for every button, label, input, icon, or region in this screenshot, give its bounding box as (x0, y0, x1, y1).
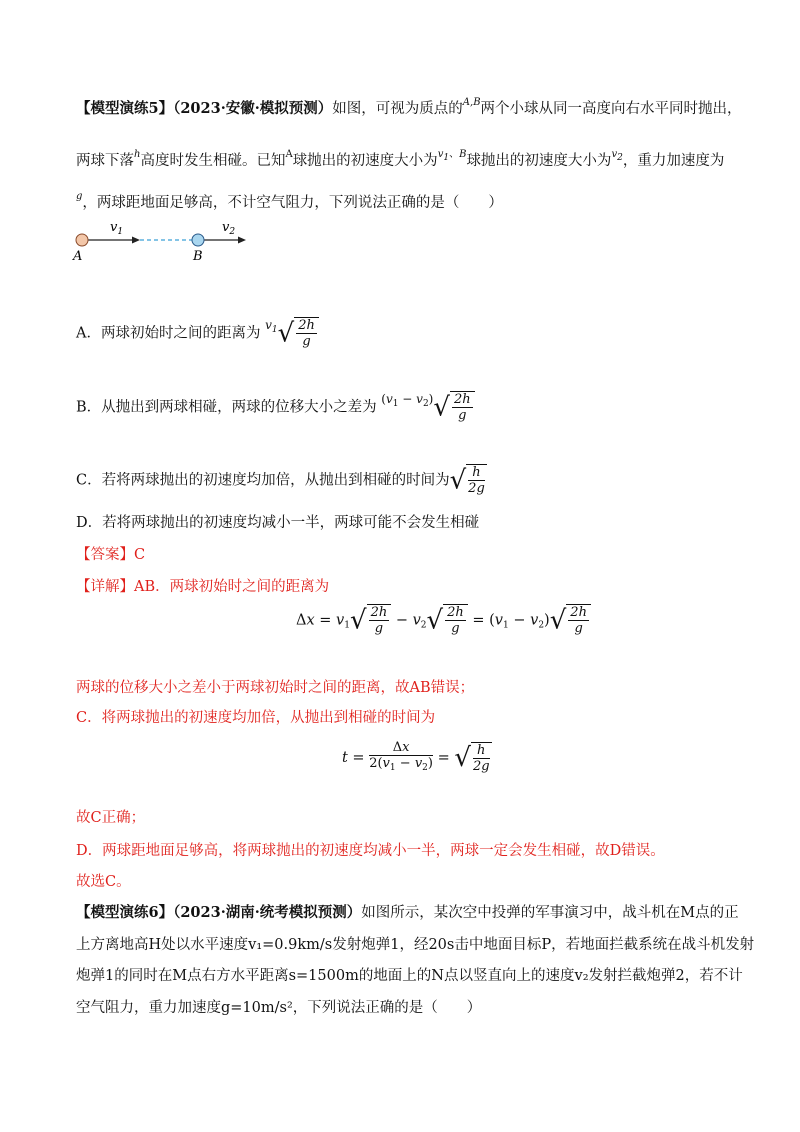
answer: 【答案】C (76, 547, 146, 563)
radical-sign: √ (449, 465, 467, 496)
q6-tag: 【模型演练6】 (76, 904, 174, 921)
q6-text: 如图所示，某次空中投弹的军事演习中，战斗机在M点的正 (361, 905, 739, 921)
q5-stem-text: 两球下落 (76, 153, 134, 169)
q6-line-3: 炮弹1的同时在M点右方水平距离s=1500m的地面上的N点以竖直向上的速度v₂发射拦截炮弹2，若不计 (76, 968, 743, 984)
radical-sign: √ (433, 392, 450, 423)
option-a[interactable] (76, 317, 319, 349)
q5-source: （2023·安徽·模拟预测） (173, 100, 333, 117)
q6-line-4: 空气阻力，重力加速度g=10m/s²，下列说法正确的是（ ） (76, 1000, 482, 1016)
detail-line-5: D．两球距地面足够高，将两球抛出的初速度均减小一半，两球一定会发生相碰，故D错误。 (76, 843, 665, 859)
q5-stem-text: ，两球距地面足够高，不计空气阻力，下列说法正确的是（ ） (82, 195, 503, 211)
label-b: B (193, 249, 203, 264)
q5-figure (70, 216, 260, 266)
q5-stem-text: 高度时发生相碰。已知 (140, 153, 286, 169)
arrow-v2-head (238, 237, 246, 244)
v-letter: v (437, 149, 444, 160)
q5-stem-text: ，重力加速度为 (622, 153, 725, 169)
v-sub: 1 (443, 153, 450, 163)
var-v2 (611, 149, 623, 163)
detail-line-4: 故C正确； (76, 810, 146, 826)
formula-delta-x: $\Delta x = v_1√$ $\frac{2h}{g}$ − $v_2√$ $\frac{2h}{g}$ = $(v_1 - v_2)√$ $\frac{2h}{g}$ (296, 604, 591, 636)
detail-line-6: 故选C。 (76, 874, 131, 890)
var-A: A (285, 149, 293, 160)
detail-line-1 (76, 577, 329, 597)
option-d-text: D．若将两球抛出的初速度均减小一半，两球可能不会发生相碰 (76, 515, 480, 531)
detail-line-2: 两球的位移大小之差小于两球初始时之间的距离，故AB错误； (76, 680, 475, 696)
q5-stem-line-1 (76, 99, 742, 121)
math-v1: v1 (265, 317, 278, 335)
q5-stem-text: 球抛出的初速度大小为 (466, 153, 612, 169)
formula-t: t = $\frac{\Delta x}{2(v_1 - v_2)}$ = √ $\frac{h}{2g}$ (342, 740, 490, 774)
var-v1 (437, 149, 450, 163)
var-B: B (459, 149, 467, 160)
q5-tag: 【模型演练5】 (76, 100, 174, 117)
arrow-v1-head (132, 237, 140, 244)
q5-stem-line-3 (76, 193, 503, 215)
detail-text: AB．两球初始时之间的距离为 (134, 579, 330, 595)
var-AB: A,B (462, 97, 481, 108)
option-a-text: A．两球初始时之间的距离为 (76, 325, 261, 342)
detail-line-3: C．将两球抛出的初速度均加倍，从抛出到相碰的时间为 (76, 710, 436, 726)
var-g: g (76, 191, 83, 202)
option-d[interactable] (76, 513, 479, 533)
q5-stem-text: 如图，可视为质点的 (332, 101, 463, 117)
q5-sep: 、 (449, 149, 460, 160)
q6-line-2: 上方离地高H处以水平速度v₁=0.9km/s发射炮弹1，经20s击中地面目标P，若地面拦截系统在战斗机发射 (76, 937, 755, 953)
ball-a (76, 234, 88, 246)
option-b-text: B．从抛出到两球相碰，两球的位移大小之差为 (76, 399, 377, 416)
option-b[interactable] (76, 391, 475, 423)
q5-stem-line-2 (76, 151, 724, 176)
radical-sign: √ (277, 318, 295, 349)
option-c[interactable] (76, 464, 487, 496)
q5-stem-text: 球抛出的初速度大小为 (292, 153, 438, 169)
math-v1-minus-v2: (v1 − v2) (381, 391, 434, 409)
v-letter: v (611, 149, 618, 160)
v-sub: 2 (617, 153, 623, 163)
label-v2: $v_2$ (222, 220, 236, 237)
ball-b (192, 234, 204, 246)
label-a: A (73, 249, 83, 264)
radicand: $\frac{2h}{g}$ (294, 317, 319, 349)
var-h: h (134, 149, 141, 160)
label-v1: $v_1$ (110, 220, 124, 237)
q6-line-1 (76, 903, 739, 923)
radicand: $\frac{h}{2g}$ (468, 465, 485, 496)
q6-source: （2023·湖南·统考模拟预测） (173, 904, 362, 921)
q5-stem-text: 两个小球从同一高度向右水平同时抛出， (480, 101, 742, 117)
radicand: $\frac{2h}{g}$ (450, 391, 475, 423)
detail-tag: 【详解】 (76, 579, 134, 595)
option-c-text: C．若将两球抛出的初速度均加倍，从抛出到相碰的时间为 (76, 472, 450, 489)
